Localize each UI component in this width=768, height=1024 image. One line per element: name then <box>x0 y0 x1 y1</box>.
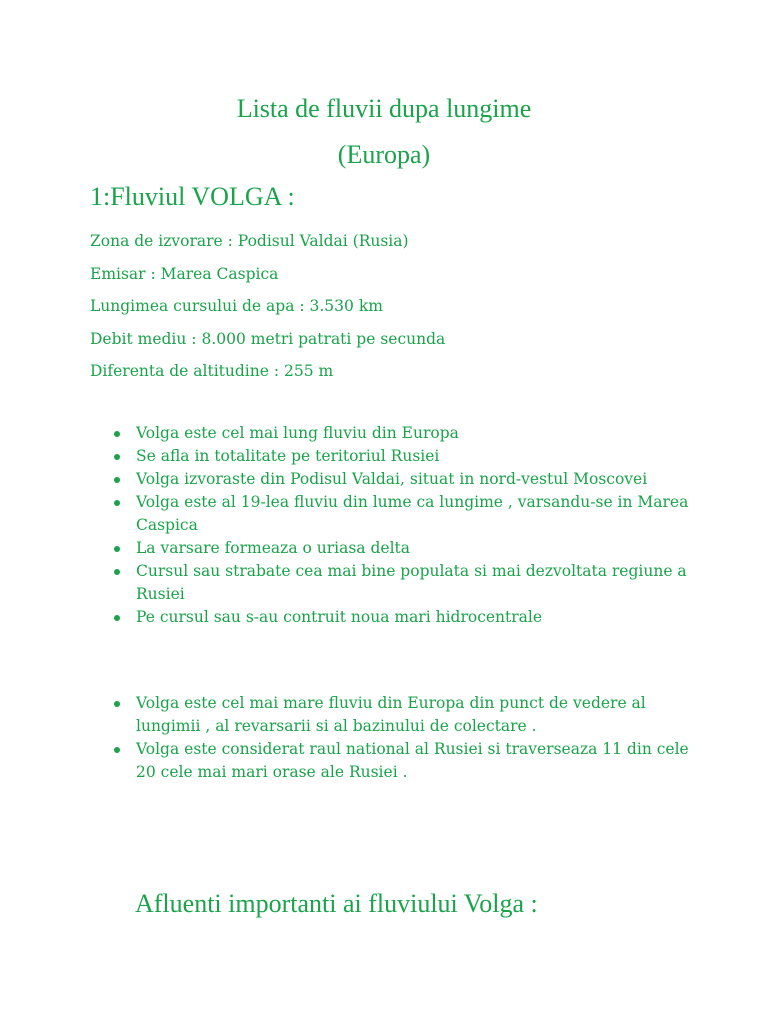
facts-list <box>90 225 445 388</box>
fact-item: Zona de izvorare : Podisul Valdai (Rusia) <box>90 232 409 250</box>
bullet-item: La varsare formeaza o uriasa delta <box>136 537 696 560</box>
section-heading-volga: 1:Fluviul VOLGA : <box>90 182 295 211</box>
bullet-item: Se afla in totalitate pe teritoriul Rusiei <box>136 445 696 468</box>
bullet-item: Volga este considerat raul national al Rusiei si traverseaza 11 din cele 20 cele mai mari orase ale Rusiei . <box>136 738 696 784</box>
bullet-item: Volga izvoraste din Podisul Valdai, situat in nord-vestul Moscovei <box>136 468 696 491</box>
fact-item: Diferenta de altitudine : 255 m <box>90 362 334 380</box>
bullet-item: Volga este cel mai mare fluviu din Europa din punct de vedere al lungimii , al revarsarii si al bazinului de colectare . <box>136 692 696 738</box>
fact-item: Emisar : Marea Caspica <box>90 264 279 283</box>
afluenti-heading: Afluenti importanti ai fluviului Volga : <box>135 889 538 918</box>
bullet-item: Cursul sau strabate cea mai bine populata si mai dezvoltata regiune a Rusiei <box>136 560 696 606</box>
page-title: Lista de fluvii dupa lungime <box>236 94 532 123</box>
fact-item: Lungimea cursului de apa : 3.530 km <box>90 297 383 315</box>
fact-item: Debit mediu : 8.000 metri patrati pe secunda <box>90 329 446 348</box>
bullet-list-2 <box>136 692 696 784</box>
bullet-list-1 <box>136 422 696 629</box>
bullet-item: Pe cursul sau s-au contruit noua mari hidrocentrale <box>136 606 696 629</box>
bullet-item: Volga este cel mai lung fluviu din Europa <box>136 422 696 445</box>
bullet-item: Volga este al 19-lea fluviu din lume ca lungime , varsandu-se in Marea Caspica <box>136 491 696 537</box>
page-subtitle: (Europa) <box>337 140 431 169</box>
